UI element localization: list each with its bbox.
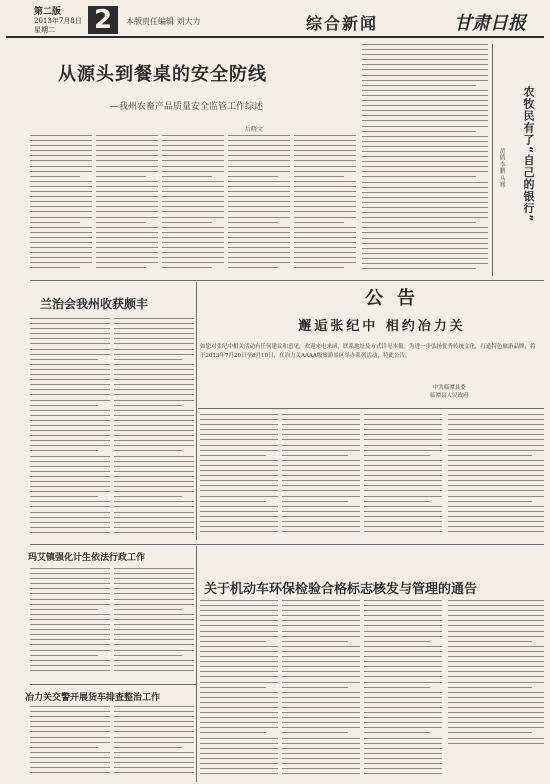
text-block [30, 706, 110, 773]
notice-subtitle: 邂逅张纪中 相约冶力关 [298, 319, 466, 334]
article-2-column-6 [448, 414, 544, 540]
lead-subhead: —我州农畜产品质量安全监管工作综述 [110, 102, 264, 112]
edition-info [34, 8, 88, 35]
text-block [162, 135, 224, 268]
article-5-column-4 [448, 600, 544, 750]
column-divider [196, 546, 197, 782]
lead-byline: 后晓文 [245, 126, 264, 133]
text-block [228, 135, 290, 268]
article-4-column-2 [114, 706, 194, 780]
text-block [114, 318, 194, 533]
text-block [114, 706, 194, 773]
article-2-column-5 [364, 414, 442, 540]
notice-body: 如您对张纪中相关活动有任何建议和意见，欢迎来电来函，联系地址及方式详见本报。为进一步弘扬优秀传统文化，打造特色旅游品牌，将于2013年7月20日至8月10日，在冶力关AAAA级旅游景区举办系列活动，特此公告。 [200, 344, 536, 359]
issue-weekday: 星期二 [34, 26, 55, 34]
text-block [30, 135, 92, 268]
notice-title: 公告 [365, 288, 429, 309]
text-block [282, 414, 360, 532]
sidebar-author: 黄鹤 李鹏 马骞 [498, 148, 505, 188]
article-4-headline: 冶力关交警开展货车排查整治工作 [25, 693, 161, 703]
article-4-column-1 [30, 706, 110, 780]
lead-column-6 [362, 44, 488, 276]
article-3-column-2 [114, 568, 194, 680]
article-2-column-4 [282, 414, 360, 540]
article-5-column-3 [364, 600, 442, 780]
text-block [200, 414, 278, 532]
text-block [294, 135, 356, 268]
text-block [448, 600, 544, 744]
section-title: 综合新闻 [306, 14, 379, 33]
article-5-column-1 [200, 600, 278, 780]
masthead [6, 6, 544, 36]
section-divider [30, 280, 544, 281]
issue-date: 2013年7月8日 [34, 17, 82, 25]
editor-line: 本版责任编辑 刘大力 [126, 17, 201, 26]
notice-signature-2: 临潭县人民政府 [430, 393, 469, 399]
page-number: 2 [88, 6, 118, 34]
article-3-headline: 玛艾镇强化计生依法行政工作 [28, 553, 146, 563]
text-block [364, 600, 442, 774]
column-divider [492, 44, 493, 276]
text-block [96, 135, 158, 268]
lead-column-3 [162, 135, 224, 275]
text-block [282, 600, 360, 774]
text-block [114, 568, 194, 671]
section-divider [30, 684, 196, 685]
edition-label: 第二版 [34, 7, 62, 17]
section-divider [30, 544, 544, 545]
text-block [448, 414, 544, 532]
text-block [200, 600, 278, 774]
masthead-rule [6, 36, 544, 38]
article-2-column-3 [200, 414, 278, 540]
sidebar-headline: 农牧民有了“自己的银行” [522, 86, 535, 223]
lead-column-2 [96, 135, 158, 275]
article-3-column-1 [30, 568, 110, 680]
section-divider [198, 408, 544, 409]
lead-column-1 [30, 135, 92, 275]
lead-column-4 [228, 135, 290, 275]
paper-name-logo: 甘肃日报 [454, 13, 526, 34]
notice-signature-1: 中共临潭县委 [432, 385, 466, 391]
column-divider [196, 282, 197, 540]
notice-signature [430, 384, 469, 400]
text-block [30, 318, 110, 533]
text-block [362, 44, 488, 269]
lead-column-5 [294, 135, 356, 275]
article-2-headline: 兰治会我州收获颇丰 [40, 297, 149, 311]
lead-headline: 从源头到餐桌的安全防线 [58, 64, 267, 85]
article-5-headline: 关于机动车环保检验合格标志核发与管理的通告 [204, 582, 478, 597]
article-5-column-2 [282, 600, 360, 780]
text-block [364, 414, 442, 532]
text-block [30, 568, 110, 671]
article-2-column-2 [114, 318, 194, 540]
article-2-column-1 [30, 318, 110, 540]
